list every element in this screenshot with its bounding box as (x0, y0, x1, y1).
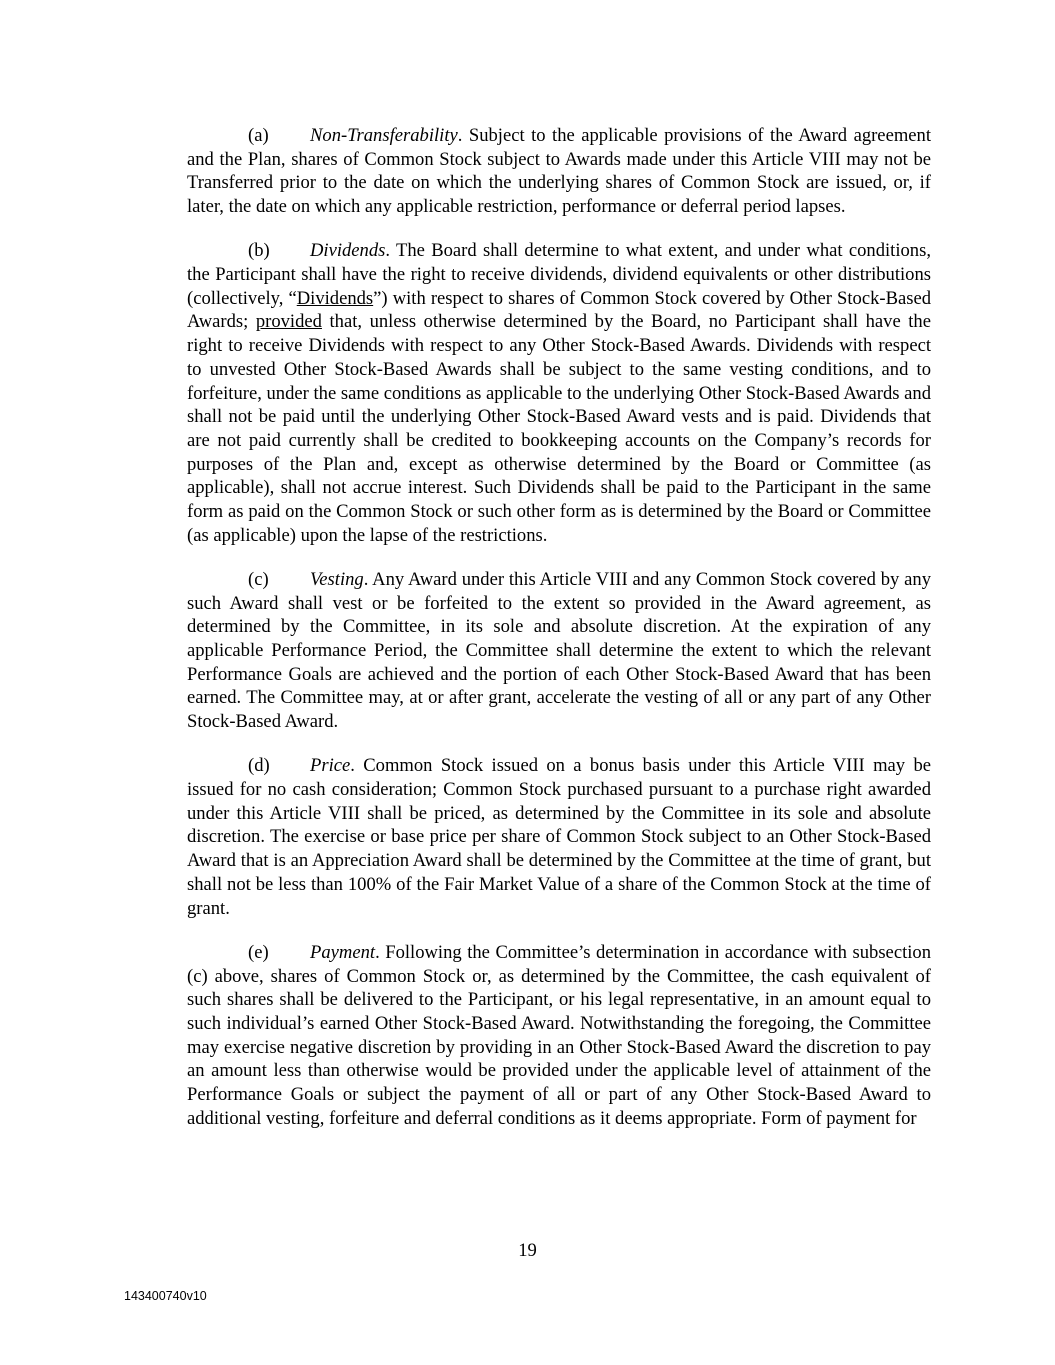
paragraph-c-heading: Vesting (310, 568, 364, 590)
paragraph-a-heading: Non-Transferability (310, 125, 458, 146)
proviso-term: provided (255, 311, 322, 333)
paragraph-c (187, 568, 931, 734)
paragraph-d (187, 754, 931, 920)
paragraph-b (187, 239, 931, 547)
paragraph-e (187, 941, 931, 1131)
paragraph-d-text: . Common Stock issued on a bonus basis under this Article VIII may be issued for no cash consideration; Common Stock purchased pursuant to a purchase right awarded under this Article VIII shall be priced, as determined by the Committee in its sole and absolute discretion. The exercise or base price per share of Common Stock subject to an Other Stock-Based Award that is an Appreciation Award shall be determined by the Committee at the time of grant, but shall not be less than 100% of the Fair Market Value of a share of the Common Stock at the time of grant. (187, 755, 931, 919)
paragraph-b-text-3: that, unless otherwise determined by the Board, no Participant shall have the right to receive Dividends with respect to any Other Stock-Based Awards. Dividends with respect to unvested Other Stock-Based Awards shall be subject to the same vesting conditions, and to forfeiture, under the same conditions as applicable to the underlying Other Stock-Based Awards and shall not be paid until the underlying Other Stock-Based Award vests and is paid. Dividends that are not paid currently shall be credited to bookkeeping accounts on the Company’s records for purposes of the Plan and, except as otherwise determined by the Board or Committee (as applicable), shall not accrue interest. Such Dividends shall be paid to the Participant in the same form as paid on the Common Stock or such other form as is determined by the Board or Committee (as applicable) upon the lapse of the restrictions. (187, 311, 931, 546)
paragraph-b-heading: Dividends (310, 240, 386, 262)
paragraph-c-text: . Any Award under this Article VIII and any Common Stock covered by any such Award shall vest or be forfeited to the extent so provided in the Award agreement, as determined by the Committee, in its sole and absolute discretion. At the expiration of any applicable Performance Period, the Committee shall determine the extent to which the relevant Performance Goals are achieved and the portion of each Other Stock-Based Award that has been earned. The Committee may, at or after grant, accelerate the vesting of all or any part of any Other Stock-Based Award. (187, 568, 931, 733)
paragraph-b-text-1: . The Board shall determine to what extent, and under what conditions, the Participant shall have the right to receive dividends, dividend equivalents or other distributions (collectively, “ (187, 240, 931, 309)
paragraph-b-text-2: ”) with respect to shares of Common Stock covered by Other Stock-Based Awards; (187, 287, 932, 333)
document-body (187, 124, 931, 1151)
paragraph-e-heading: Payment (310, 941, 376, 963)
document-id: 143400740v10 (124, 1289, 207, 1303)
paragraph-a-marker: (a) (248, 125, 269, 146)
paragraph-c-marker: (c) (248, 568, 269, 590)
defined-term-dividends: Dividends (296, 287, 374, 309)
paragraph-a (187, 124, 931, 219)
paragraph-b-marker: (b) (248, 240, 270, 262)
page-number: 19 (518, 1240, 537, 1261)
paragraph-d-heading: Price (310, 755, 351, 777)
paragraph-e-marker: (e) (248, 941, 269, 963)
paragraph-e-text: . Following the Committee’s determination in accordance with subsection (c) above, shares of Common Stock or, as determined by the Committee, the cash equivalent of such shares shall be delivered to the Participant, or his legal representative, in an amount equal to such individual’s earned Other Stock-Based Award. Notwithstanding the foregoing, the Committee may exercise negative discretion by providing in an Other Stock-Based Award the discretion to pay an amount less than otherwise would be provided under the applicable level of attainment of the Performance Goals or subject the payment of all or part of any Other Stock-Based Award to additional vesting, forfeiture and deferral conditions as it deems appropriate. Form of payment for (187, 941, 931, 1129)
paragraph-a-text: . Subject to the applicable provisions of the Award agreement and the Plan, shares of Common Stock subject to Awards made under this Article VIII may not be Transferred prior to the date on which the underlying shares of Common Stock are issued, or, if later, the date on which any applicable restriction, performance or deferral period lapses. (187, 125, 931, 218)
paragraph-d-marker: (d) (248, 755, 270, 777)
